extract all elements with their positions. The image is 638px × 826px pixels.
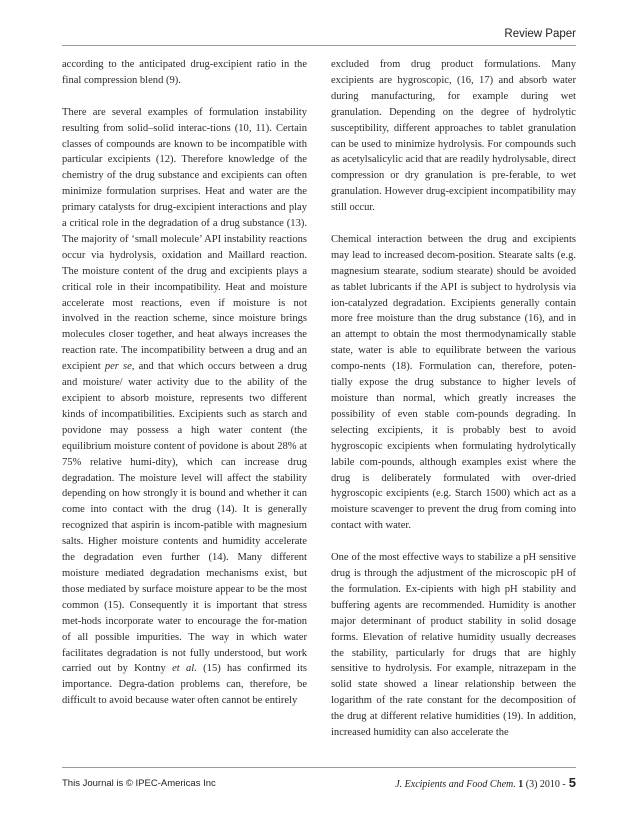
footer-rule [62,767,576,768]
separator: - [562,779,566,790]
section-label: Review Paper [504,28,576,40]
paragraph [62,105,307,709]
paragraph: One of the most effective ways to stabilize a pH sensitive drug is through the adjustment of the microscopic pH of the formulation. Ex-cipients with high pH stability and buffering agents are recommended. Humidity is another major determinant of product stability in solid dosage forms. Elevation of relative humidity usually decreases the stability, particularly for drugs that are highly sensitive to hydrolysis. For example, nitrazepam in the solid state showed a linear relationship between the logarithm of the rate constant for the decomposition of the drug at different relative humidities (19). In addition, increased humidity can also accelerate the [331,552,576,739]
left-column [62,57,307,725]
text-run: (15) has confirmed its importance. Degra-dation problems can, therefore, be difficult to avoid because water often cannot be entirely [62,663,307,707]
paragraph: Chemical interaction between the drug and excipients may lead to increased decom-position. Stearate salts (e.g. magnesium stearate, sodium stearate) should be avoided as tablet lubricants if the API is subject to hydrolysis via ion-catalyzed degradation. Excipients generally contain more free moisture than the drug substance (16), and in an attempt to obtain the most thermodynamically stable state, water is able to equilibrate between the various compo-nents (18). Formulation can, therefore, poten-tially expose the drug substance to higher levels of moisture than normal, which greatly increases the possibility of even stable com-pounds degrading. In selecting excipients, it is probably best to avoid hygroscopic excipients when formulating hydrolytically labile com-pounds, although examples exist where the drug is deliberately formulated with over-dried hygroscopic excipients (e.g. Starch 1500) which act as a moisture scavenger to prevent the drug from coming into contact with water. [331,233,576,532]
paragraph: according to the anticipated drug-excipient ratio in the final compression blend (9). [62,59,307,86]
journal-name: J. Excipients and Food Chem. [395,779,516,790]
text-run: There are several examples of formulation instability resulting from solid–solid interac-tions (10, 11). Certain classes of compounds are known to be incompatible with particular excipients (12). Therefore knowledge of the chemistry of the drug substance and excipients can often minimize formulation surprises. Heat and water are the primary catalysts for drug-excipient interactions and play a critical role in the degradation of a drug substance (13). The majority of ‘small molecule’ API instability reactions occur via hydrolysis, oxidation and Maillard reaction. The moisture content of the drug and excipients plays a critical role in their incompatibility. Heat and moisture accelerate most reactions, even if moisture is not involved in the reaction scheme, since moisture brings molecules closer together, and heat always increases the reaction rate. The incompatibility between a drug and an excipient [62,106,307,373]
text-run: , and that which occurs between a drug and moisture/ water activity due to the ability of the excipient to absorb moisture, represents two different kinds of incompatibilities. Excipients such as starch and povidone may possess a high water content (the equilibrium moisture content of povidone is about 28% at 75% relative humi-dity), which can increase drug degradation. The moisture level will affect the stability depending on how strongly it is bound and whether it can come into contact with the drug (14). It is generally recognized that aspirin is incom-patible with magnesium salts. Higher moisture contents and humidity accelerate the degradation even further (14). Many different moisture mediated degradation mechanisms exist, but those mediated by surface moisture appear to be the most common (15). Consequently it is important that stress met-hods incorporate water to encourage the for-mation of all possible impurities. The way in which water facilitates degradation is not fully understood, but work carried out by Kontny [62,361,307,675]
right-column [331,57,576,757]
italic-text: per se [104,361,132,373]
copyright-notice: This Journal is © IPEC-Americas Inc [62,778,216,789]
paragraph: excluded from drug product formulations. Many excipients are hygroscopic, (16, 17) and absorb water during manufacturing, for example during wet granulation. Depending on the degree of hydrolytic susceptibility, different approaches to tablet granulation can be used to minimize hydrolysis. For compounds such as acetylsalicylic acid that are readily hydrolysable, direct compression or dry granulation is pre-ferable, to wet granulation. However drug-excipient incompatibility may still occur. [331,59,576,214]
italic-text: et al. [172,663,197,675]
journal-citation [395,775,576,790]
page-number: 5 [568,775,576,790]
volume-number: 1 [518,779,524,790]
header-rule [62,45,576,46]
issue-year: (3) 2010 [525,779,560,790]
